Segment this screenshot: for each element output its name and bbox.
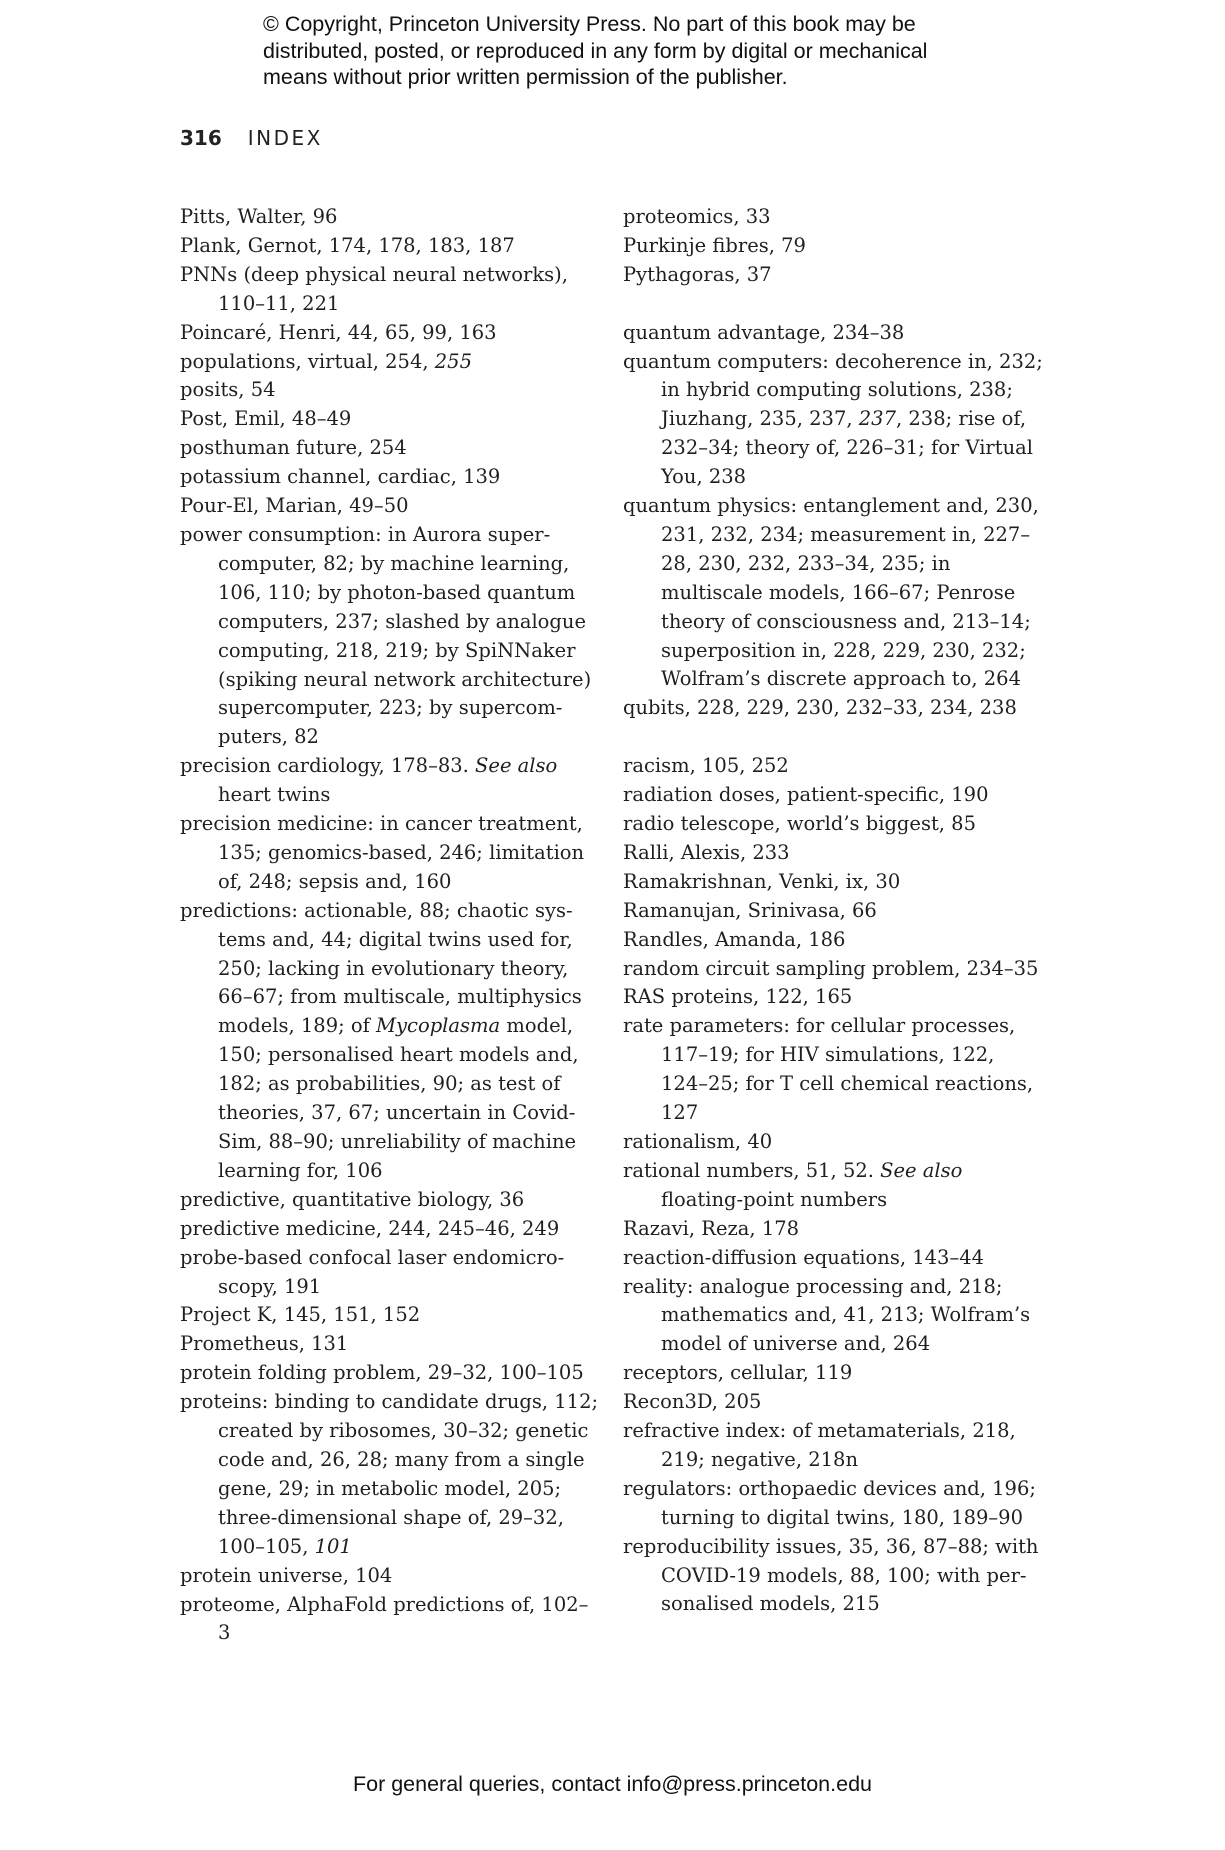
index-entry: Pythagoras, 37 [623, 262, 772, 286]
copyright-line: © Copyright, Princeton University Press. No part of this book may be [263, 12, 916, 36]
index-entry: Purkinje fibres, 79 [623, 233, 806, 257]
footer-contact: For general queries, contact info@press.princeton.edu [352, 1772, 872, 1796]
index-entry: reality: analogue processing and, 218; mathematics and, 41, 213; Wolfram’s model of universe and, 264 [623, 1274, 1031, 1356]
index-entry: precision medicine: in cancer treatment, 135; genomics-based, 246; limitation of, 248; sepsis and, 160 [180, 812, 585, 893]
index-entry: Recon3D, 205 [623, 1390, 762, 1414]
index-entry: protein folding problem, 29–32, 100–105 [180, 1361, 584, 1385]
index-entry: qubits, 228, 229, 230, 232–33, 234, 238 [623, 696, 1017, 720]
index-entry: Razavi, Reza, 178 [623, 1216, 800, 1240]
index-entry: Poincaré, Henri, 44, 65, 99, 163 [180, 320, 497, 344]
index-entry: rational numbers, 51, 52. See also floating-point numbers [623, 1158, 963, 1211]
running-head [180, 126, 323, 150]
index-entry: Randles, Amanda, 186 [623, 927, 846, 951]
index-entry: Post, Emil, 48–49 [180, 407, 352, 431]
index-entry: Pour-El, Marian, 49–50 [180, 494, 409, 518]
index-entry: quantum advantage, 234–38 [623, 320, 905, 344]
index-entry: posthuman future, 254 [180, 436, 407, 460]
index-entry: power consumption: in Aurora super-computer, 82; by machine learning, 106, 110; by photon-based quantum computers, 237; slashed by analogue computing, 218, 219; by SpiNNaker (spiking neural network architecture) supercomputer, 223; by supercom-puters, 82 [180, 522, 592, 749]
index-entry: Ramanujan, Srinivasa, 66 [623, 898, 877, 922]
index-entry: Project K, 145, 151, 152 [180, 1303, 421, 1327]
index-entry: random circuit sampling problem, 234–35 [623, 956, 1039, 980]
page-number: 316 [180, 126, 222, 150]
index-entry: predictive medicine, 244, 245–46, 249 [180, 1216, 560, 1240]
index-entry: proteome, AlphaFold predictions of, 102–3 [180, 1592, 589, 1645]
index-entry: rate parameters: for cellular processes, 117–19; for HIV simulations, 122, 124–25; for T cell chemical reactions, 127 [623, 1014, 1034, 1125]
index-entry: precision cardiology, 178–83. See also heart twins [180, 754, 558, 807]
index-entry: RAS proteins, 122, 165 [623, 985, 853, 1009]
index-entry: Plank, Gernot, 174, 178, 183, 187 [180, 233, 515, 257]
copyright-line: distributed, posted, or reproduced in any form by digital or mechanical [263, 38, 928, 63]
copyright-notice [263, 11, 983, 91]
index-entry: rationalism, 40 [623, 1129, 773, 1153]
index-entry: refractive index: of metamaterials, 218, 219; negative, 218n [623, 1419, 1016, 1471]
index-entry: racism, 105, 252 [623, 754, 789, 778]
index-entry: Pitts, Walter, 96 [180, 205, 338, 228]
index-entry: Ramakrishnan, Venki, ix, 30 [623, 869, 901, 893]
index-entry: quantum computers: decoherence in, 232; in hybrid computing solutions, 238; Jiuzhang, 235, 237, 237, 238; rise of, 232–34; theory of, 226–31; for Virtual You, 238 [623, 349, 1043, 489]
index-entry: Ralli, Alexis, 233 [623, 840, 790, 864]
index-entry: protein universe, 104 [180, 1563, 393, 1587]
index-entry: PNNs (deep physical neural networks), 110–11, 221 [180, 262, 568, 315]
index-entry: reproducibility issues, 35, 36, 87–88; with COVID-19 models, 88, 100; with per-sonalised models, 215 [623, 1534, 1039, 1616]
index-column-right [623, 203, 1043, 1619]
index-column-left [180, 203, 600, 1648]
index-entry: probe-based confocal laser endomicro-scopy, 191 [180, 1245, 565, 1298]
index-entry: radiation doses, patient-specific, 190 [623, 783, 989, 807]
index-entry: predictive, quantitative biology, 36 [180, 1187, 525, 1211]
index-entry: quantum physics: entanglement and, 230, 231, 232, 234; measurement in, 227–28, 230, 232, 233–34, 235; in multiscale models, 166–67; Penrose theory of consciousness and, 213–14; superposition in, 228, 229, 230, 232; Wolfram’s discrete approach to, 264 [623, 494, 1039, 691]
index-entry: predictions: actionable, 88; chaotic sys-tems and, 44; digital twins used for, 250; lacking in evolutionary theory, 66–67; from multiscale, multiphysics models, 189; of Mycoplasma model, 150; personalised heart models and, 182; as probabilities, 90; as test of theories, 37, 67; uncertain in Covid-Sim, 88–90; unreliability of machine learning for, 106 [180, 898, 582, 1182]
index-entry: receptors, cellular, 119 [623, 1361, 853, 1385]
index-entry: populations, virtual, 254, 255 [180, 349, 472, 373]
index-entry: proteins: binding to candidate drugs, 112; created by ribosomes, 30–32; genetic code and, 26, 28; many from a single gene, 29; in metabolic model, 205; three-dimensional shape of, 29–32, 100–105, 101 [180, 1390, 599, 1558]
index-entry: potassium channel, cardiac, 139 [180, 465, 501, 489]
index-entry: regulators: orthopaedic devices and, 196; turning to digital twins, 180, 189–90 [623, 1476, 1036, 1529]
index-entry: proteomics, 33 [623, 205, 771, 228]
index-entry: Prometheus, 131 [180, 1332, 349, 1356]
index-entry: posits, 54 [180, 378, 276, 402]
index-entry: radio telescope, world’s biggest, 85 [623, 812, 976, 835]
copyright-line: means without prior written permission of the publisher. [263, 65, 788, 89]
section-title: INDEX [247, 126, 323, 150]
index-entry: reaction-diffusion equations, 143–44 [623, 1245, 985, 1269]
